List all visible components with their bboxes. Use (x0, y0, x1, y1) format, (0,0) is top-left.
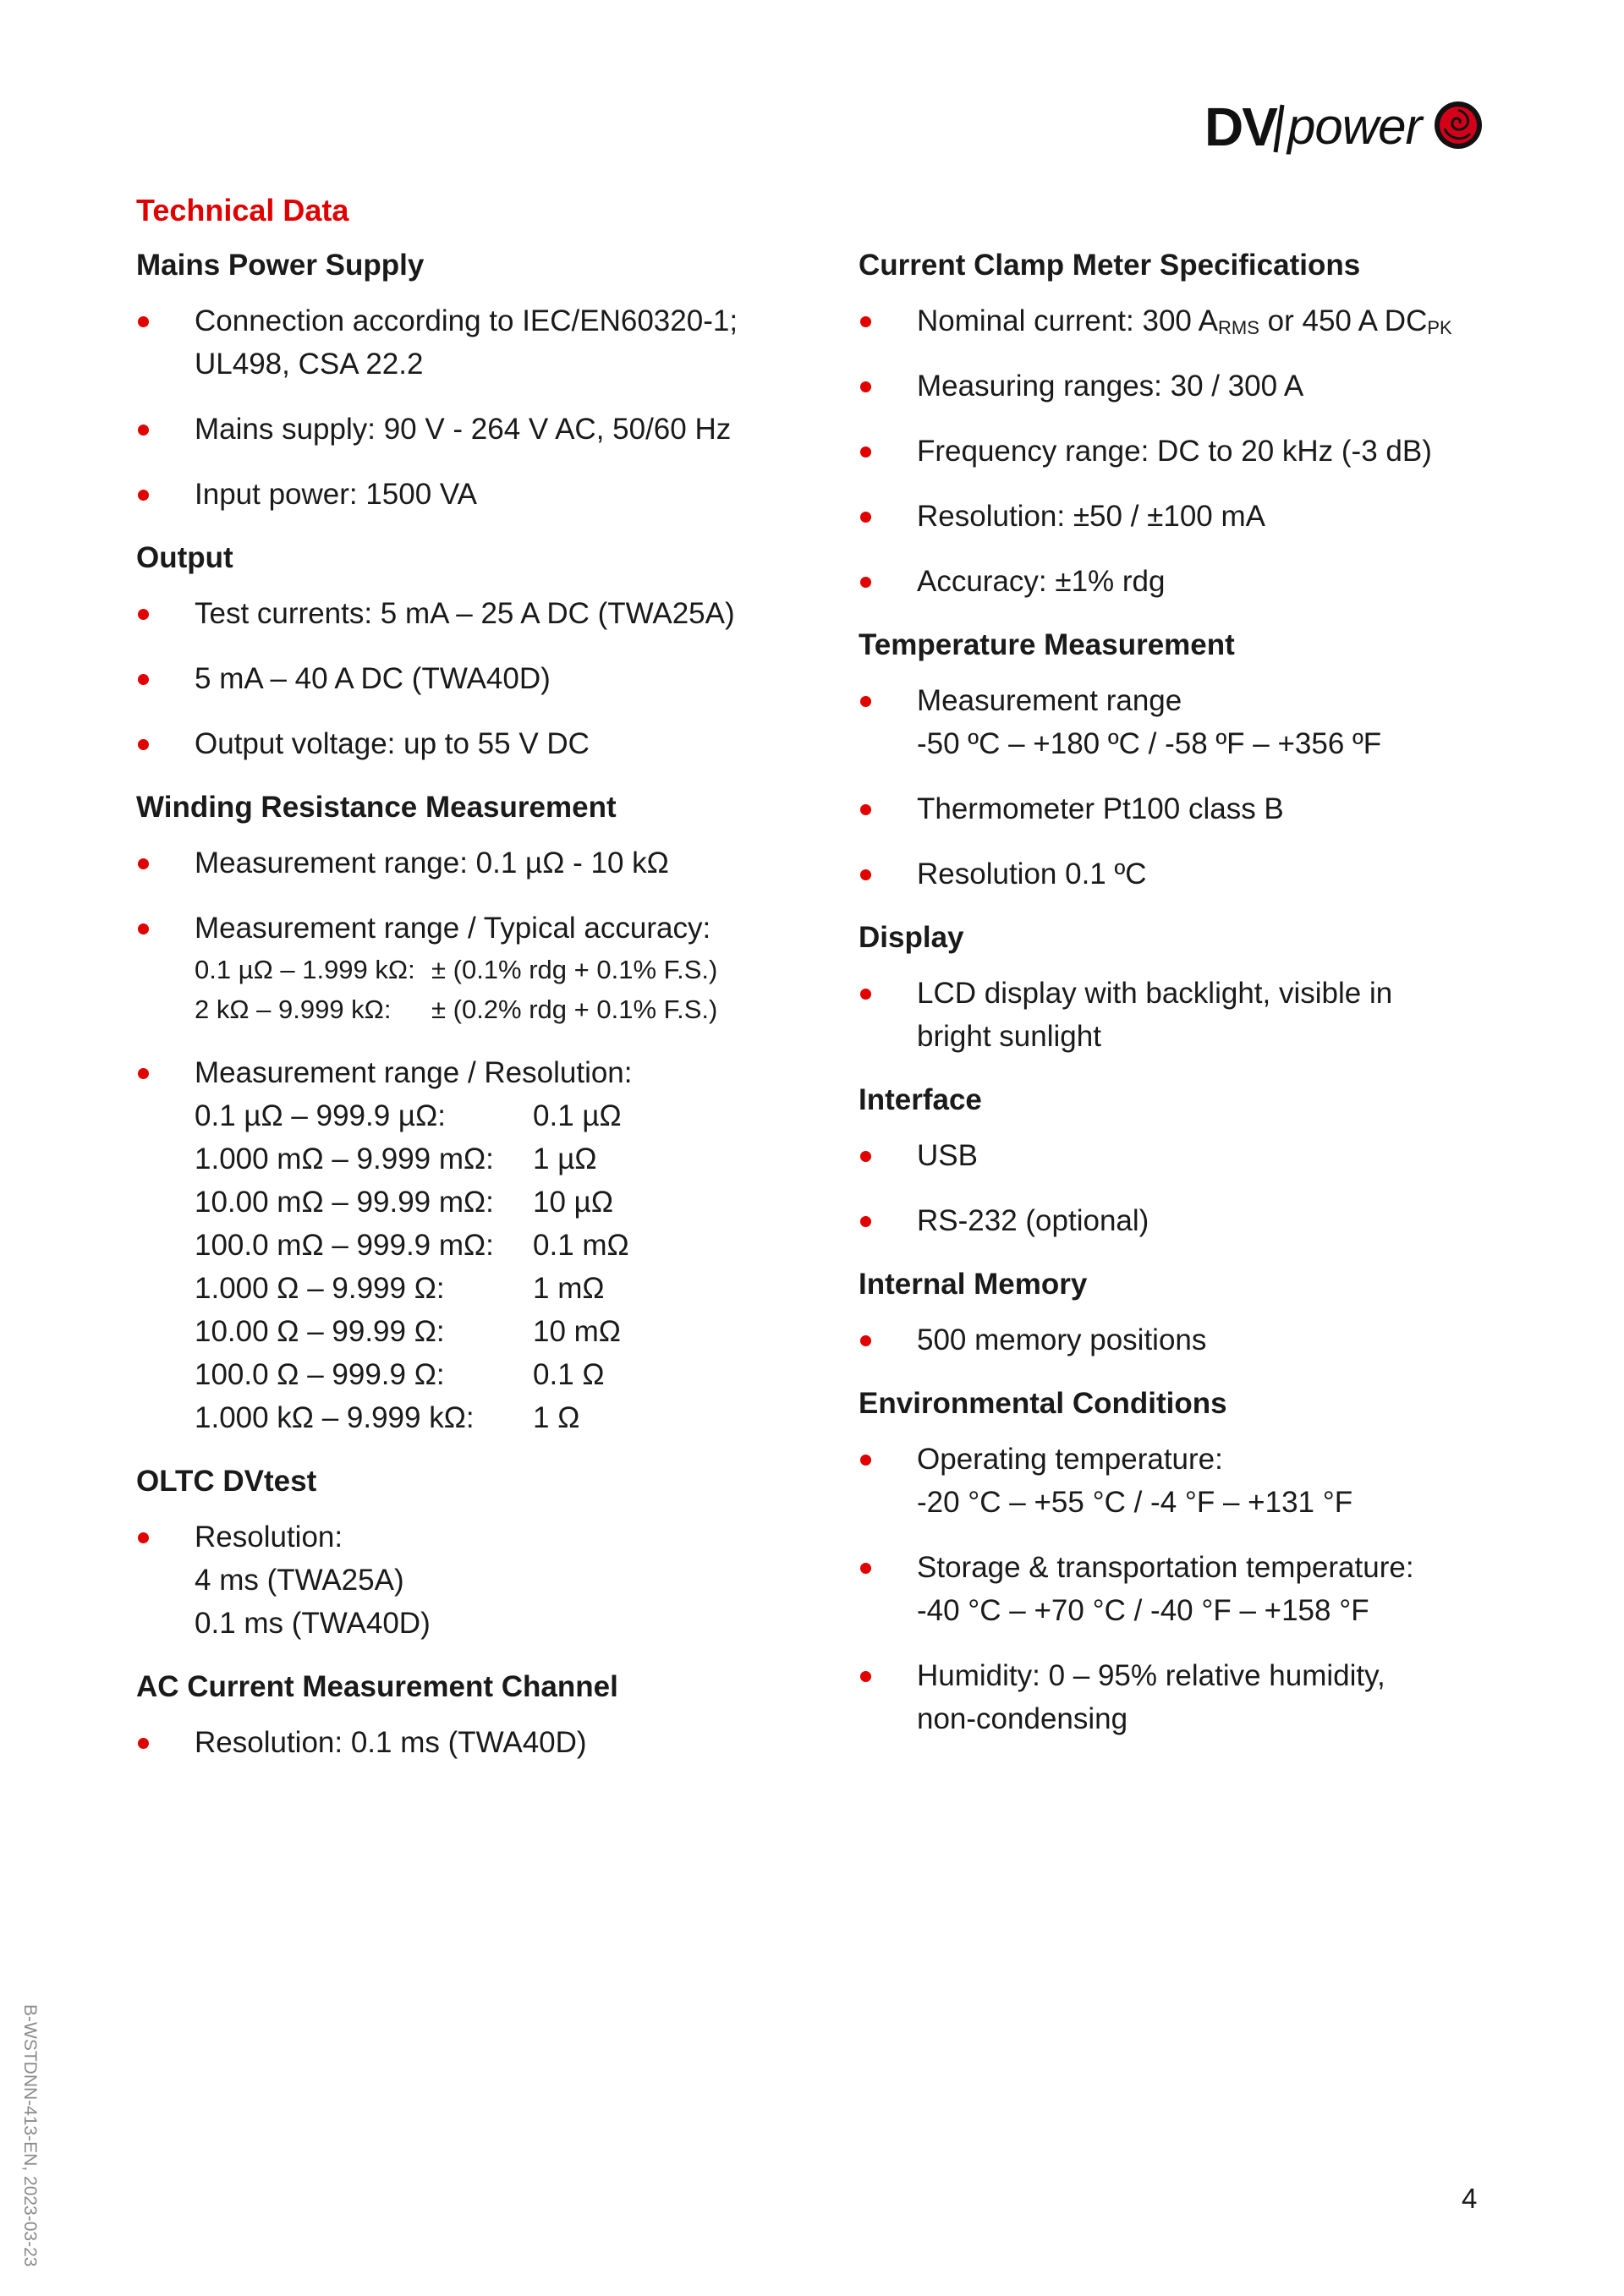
spec-text-part: Nominal current: 300 A (917, 304, 1219, 337)
range-text: 10.00 mΩ – 99.99 mΩ: (195, 1186, 494, 1219)
bullet-icon (138, 425, 149, 436)
section-heading: Temperature Measurement (859, 628, 1235, 661)
spec-text: USB (917, 1139, 978, 1172)
spec-item (859, 679, 1552, 765)
left-column (136, 245, 813, 1786)
bullet-icon (860, 804, 871, 815)
spec-text: 4 ms (TWA25A) (195, 1564, 404, 1597)
bullet-icon (860, 1563, 871, 1574)
section-heading: Mains Power Supply (136, 249, 425, 282)
spec-item (136, 1721, 813, 1764)
spec-text: Measurement range: 0.1 µΩ - 10 kΩ (195, 847, 669, 879)
resolution-table (195, 1094, 813, 1439)
resolution-row (195, 1353, 813, 1396)
range-text: 100.0 Ω – 999.9 Ω: (195, 1358, 445, 1391)
bullet-icon (138, 1532, 149, 1543)
spec-text: -40 °C – +70 °C / -40 °F – +158 °F (917, 1594, 1369, 1627)
bullet-icon (860, 316, 871, 327)
spec-text: Measurement range / Resolution: (195, 1056, 633, 1089)
spec-item (859, 1546, 1552, 1632)
range-text: 1.000 Ω – 9.999 Ω: (195, 1272, 445, 1305)
spec-section (136, 245, 813, 516)
accuracy-table (195, 950, 813, 1029)
bullet-icon (138, 858, 149, 869)
section-heading: Environmental Conditions (859, 1387, 1227, 1420)
rose-icon (1435, 101, 1482, 149)
spec-section (859, 918, 1552, 1058)
page-number: 4 (1462, 2183, 1478, 2214)
resolution-row (195, 1396, 813, 1439)
spec-text: Storage & transportation temperature: (917, 1551, 1414, 1584)
spec-text: Operating temperature: (917, 1443, 1223, 1476)
bullet-icon (860, 381, 871, 392)
accuracy-row (195, 950, 813, 989)
spec-item (859, 972, 1552, 1058)
range-text: 0.1 µΩ – 1.999 kΩ: (195, 955, 415, 984)
spec-section (859, 1384, 1552, 1740)
resolution-row (195, 1181, 813, 1224)
spec-text: Frequency range: DC to 20 kHz (-3 dB) (917, 435, 1432, 468)
spec-item (136, 1051, 813, 1439)
resolution-value: 1 µΩ (533, 1143, 597, 1175)
range-text: 1.000 kΩ – 9.999 kΩ: (195, 1401, 475, 1434)
section-heading: Interface (859, 1083, 982, 1116)
svg-text:power: power (1287, 98, 1422, 155)
bullet-icon (860, 989, 871, 1000)
bullet-icon (860, 869, 871, 880)
spec-text: Resolution: (195, 1521, 343, 1553)
resolution-row (195, 1137, 813, 1181)
range-text: 1.000 mΩ – 9.999 mΩ: (195, 1143, 494, 1175)
resolution-value: 1 Ω (533, 1401, 580, 1434)
resolution-value: 10 mΩ (533, 1315, 621, 1348)
range-text: 0.1 µΩ – 999.9 µΩ: (195, 1099, 446, 1132)
bullet-icon (860, 1671, 871, 1682)
resolution-row (195, 1224, 813, 1267)
bullet-icon (860, 1455, 871, 1466)
spec-item (136, 1515, 813, 1645)
spec-item (859, 1654, 1552, 1740)
spec-item (136, 592, 813, 635)
subscript: PK (1427, 317, 1452, 338)
spec-text: -20 °C – +55 °C / -4 °F – +131 °F (917, 1486, 1353, 1519)
spec-item (136, 299, 813, 386)
spec-text: 0.1 ms (TWA40D) (195, 1607, 431, 1640)
bullet-icon (138, 609, 149, 620)
spec-item (859, 364, 1552, 408)
spec-text: Thermometer Pt100 class B (917, 792, 1284, 825)
bullet-icon (860, 696, 871, 707)
spec-text: 500 memory positions (917, 1323, 1207, 1356)
bullet-icon (138, 739, 149, 750)
section-heading: Display (859, 921, 964, 954)
spec-text: Input power: 1500 VA (195, 478, 478, 511)
accuracy-row (195, 989, 813, 1029)
spec-text (917, 299, 1552, 342)
spec-section (136, 1667, 813, 1764)
spec-section (136, 1461, 813, 1645)
spec-text: Resolution: 0.1 ms (TWA40D) (195, 1726, 587, 1759)
spec-item (859, 560, 1552, 603)
spec-text: Humidity: 0 – 95% relative humidity, (917, 1659, 1385, 1692)
spec-text: Output voltage: up to 55 V DC (195, 727, 590, 760)
spec-text: non-condensing (917, 1702, 1128, 1735)
bullet-icon (860, 447, 871, 458)
bullet-icon (860, 1335, 871, 1346)
section-heading: AC Current Measurement Channel (136, 1670, 618, 1703)
bullet-icon (860, 577, 871, 588)
spec-section (859, 245, 1552, 603)
spec-text-part: or 450 A DC (1259, 304, 1428, 337)
bullet-icon (138, 490, 149, 501)
range-text: 100.0 mΩ – 999.9 mΩ: (195, 1229, 494, 1262)
spec-text: 5 mA – 40 A DC (TWA40D) (195, 662, 551, 695)
bullet-icon (860, 1151, 871, 1162)
spec-item (859, 787, 1552, 830)
spec-text: Resolution 0.1 ºC (917, 858, 1147, 890)
spec-item (136, 722, 813, 765)
resolution-value: 0.1 Ω (533, 1358, 605, 1391)
section-heading: Current Clamp Meter Specifications (859, 249, 1361, 282)
resolution-value: 10 µΩ (533, 1186, 613, 1219)
range-text: 2 kΩ – 9.999 kΩ: (195, 995, 392, 1024)
spec-text: Accuracy: ±1% rdg (917, 565, 1166, 598)
spec-text: Mains supply: 90 V - 264 V AC, 50/60 Hz (195, 413, 732, 446)
spec-item (859, 1438, 1552, 1524)
spec-item (859, 495, 1552, 538)
resolution-row (195, 1094, 813, 1137)
spec-item (859, 299, 1552, 342)
spec-item (136, 408, 813, 451)
spec-text: Connection according to IEC/EN60320-1; (195, 304, 738, 337)
spec-item (136, 841, 813, 885)
spec-item (859, 852, 1552, 896)
spec-item (859, 430, 1552, 473)
spec-text: Measurement range / Typical accuracy: (195, 912, 711, 945)
spec-item (136, 907, 813, 1029)
spec-item (136, 657, 813, 700)
spec-item (859, 1134, 1552, 1177)
subscript: RMS (1218, 317, 1259, 338)
page-title: Technical Data (136, 193, 349, 227)
spec-text: bright sunlight (917, 1020, 1101, 1053)
spec-section (859, 1080, 1552, 1242)
spec-text: UL498, CSA 22.2 (195, 348, 424, 381)
section-heading: OLTC DVtest (136, 1465, 317, 1498)
spec-section (859, 1264, 1552, 1362)
spec-section (859, 625, 1552, 896)
resolution-value: 1 mΩ (533, 1272, 605, 1305)
right-column (859, 245, 1552, 1762)
spec-text: Resolution: ±50 / ±100 mA (917, 500, 1265, 533)
section-heading: Output (136, 541, 233, 574)
range-text: 10.00 Ω – 99.99 Ω: (195, 1315, 445, 1348)
resolution-value: 0.1 mΩ (533, 1229, 629, 1262)
bullet-icon (138, 923, 149, 934)
spec-text: Test currents: 5 mA – 25 A DC (TWA25A) (195, 597, 735, 630)
spec-text: -50 ºC – +180 ºC / -58 ºF – +356 ºF (917, 727, 1382, 760)
spec-section (136, 538, 813, 765)
resolution-row (195, 1267, 813, 1310)
accuracy-value: ± (0.1% rdg + 0.1% F.S.) (431, 955, 718, 984)
resolution-value: 0.1 µΩ (533, 1099, 622, 1132)
spec-item (136, 473, 813, 516)
bullet-icon (138, 1068, 149, 1079)
spec-text: Measuring ranges: 30 / 300 A (917, 370, 1304, 403)
spec-item (859, 1318, 1552, 1362)
spec-text: RS-232 (optional) (917, 1204, 1149, 1237)
resolution-row (195, 1310, 813, 1353)
bullet-icon (138, 1738, 149, 1749)
bullet-icon (860, 1216, 871, 1227)
bullet-icon (138, 316, 149, 327)
spec-section (136, 787, 813, 1439)
svg-text:DV: DV (1204, 96, 1276, 157)
dvpower-logo (1204, 93, 1484, 161)
accuracy-value: ± (0.2% rdg + 0.1% F.S.) (431, 995, 718, 1024)
spec-text: LCD display with backlight, visible in (917, 977, 1393, 1010)
spec-item (859, 1199, 1552, 1242)
section-heading: Internal Memory (859, 1268, 1088, 1301)
document-code: B-WSTDNN-413-EN, 2023-03-23 (20, 2004, 40, 2267)
bullet-icon (138, 674, 149, 685)
section-heading: Winding Resistance Measurement (136, 791, 617, 824)
bullet-icon (860, 512, 871, 523)
spec-text: Measurement range (917, 684, 1182, 717)
